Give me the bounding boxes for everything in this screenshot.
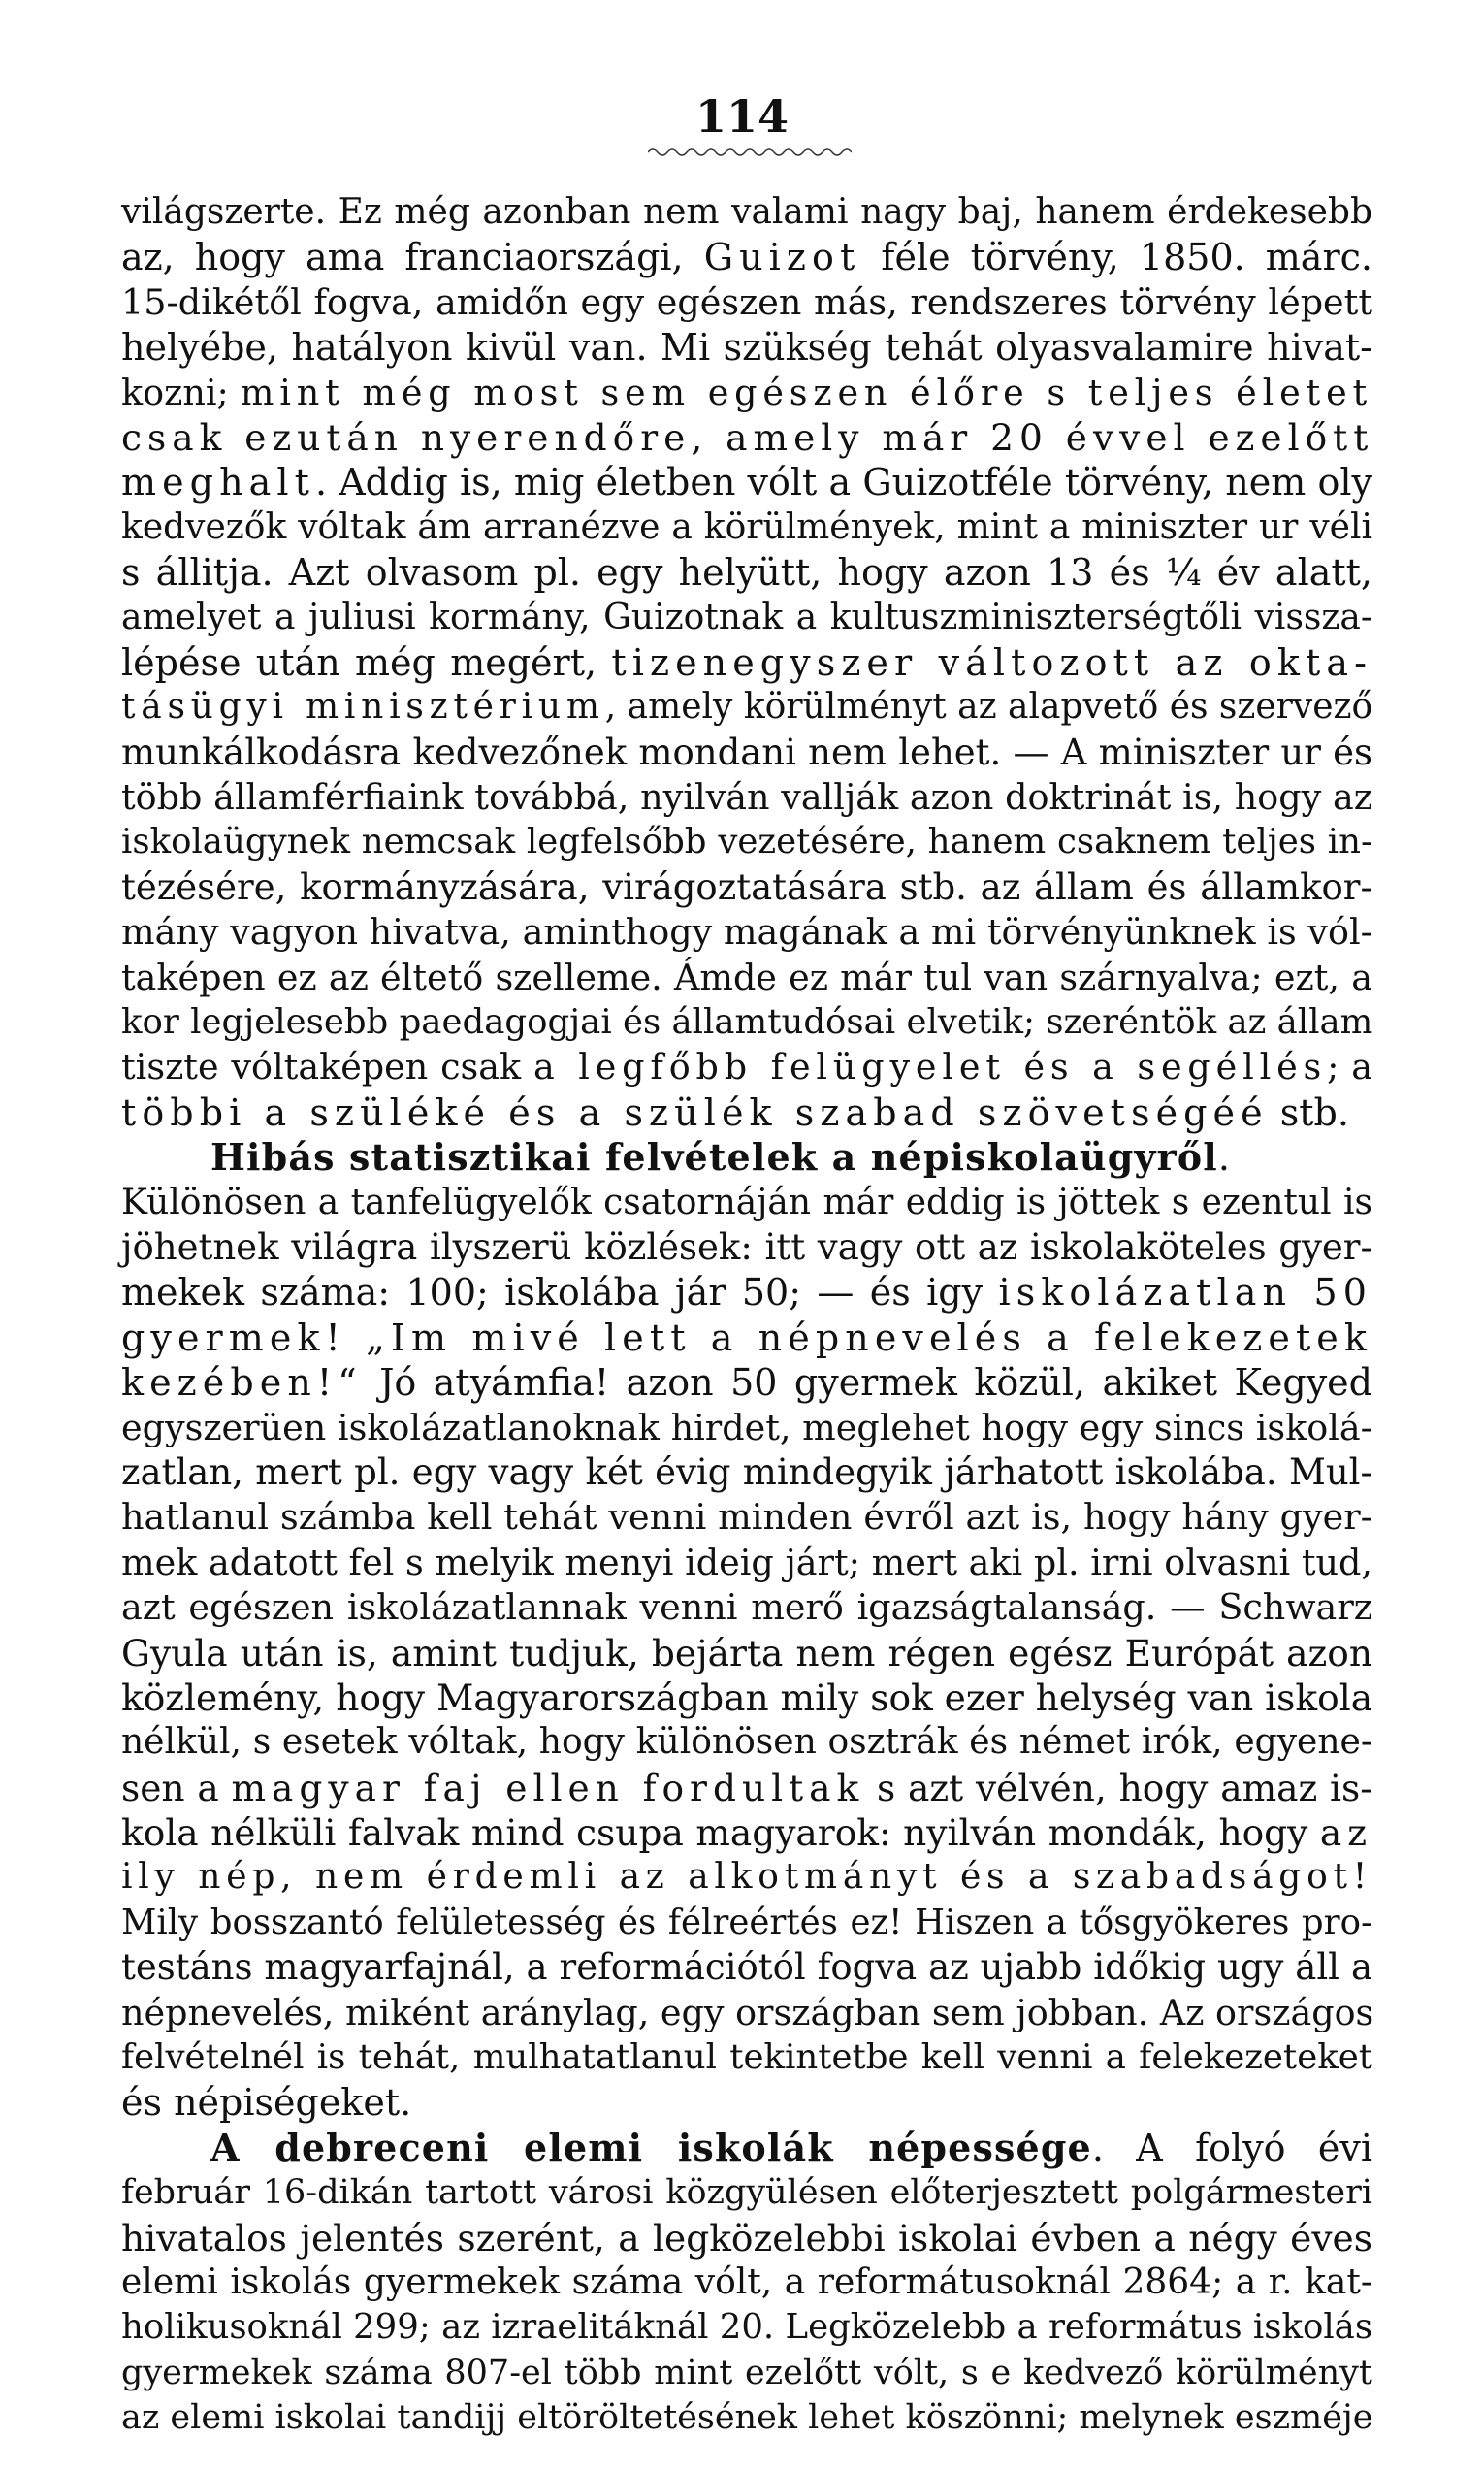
text-line: testáns magyarfajnál, a reformációtól fogva az ujabb időkig ugy áll a (121, 1946, 1372, 1989)
wavy-rule-ornament (648, 146, 852, 159)
emphasis: mint még most sem egészen élőre s teljes életet (240, 371, 1373, 413)
section-heading-text: Hibás statisztikai felvételek a népiskolaügyről (210, 1135, 1218, 1180)
text-line: hivatalos jelentés szerént, a legközelebbi iskolai évben a négy éves (121, 2216, 1372, 2260)
text-line: taképen ez az éltető szelleme. Ámde ez már tul van szárnyalva; ezt, a (121, 956, 1372, 998)
emphasis: a legfőbb felügyelet és a segéllés (532, 1046, 1328, 1089)
emphasis: ily nép, nem érdemli az alkotmányt és a szabadságot! (121, 1857, 1372, 1898)
text-line: tásügyi minisztérium, amely körülményt az alapvető és szervező (121, 687, 1373, 728)
text-line: amelyet a juliusi kormány, Guizotnak a kultuszminiszterségtőli vissza- (121, 597, 1372, 637)
text-line: gyermekek száma 807-el több mint ezelőtt vólt, s e kedvező körülményt (121, 2353, 1372, 2392)
text-line: azt egészen iskolázatlannak venni merő igazságtalanság. — Schwarz (121, 1586, 1372, 1629)
body-text (121, 190, 1372, 2441)
text-line: helyébe, hatályon kivül van. Mi szükség tehát olyasvalamire hivat- (121, 326, 1372, 370)
text-line (121, 415, 1372, 460)
text-line: mány vagyon hivatva, aminthogy magának a mi törvényünknek is vól- (121, 911, 1372, 954)
text-line: február 16-dikán tartott városi közgyülésen előterjesztett polgármesteri (121, 2173, 1372, 2213)
section-heading-text: A debreceni elemi iskolák népessége (210, 2125, 1092, 2169)
text-line: lépése után még megért, tizenegyszer változott az okta- (121, 640, 1372, 684)
emphasis: tizenegyszer változott az okta- (611, 640, 1372, 684)
emphasis: Guizot (703, 236, 861, 279)
text-line: az elemi iskolai tandijj eltöröltetésének lehet köszönni; melynek eszméje (121, 2398, 1373, 2438)
page-number: 114 (694, 90, 790, 143)
text-line: iskolaügynek nemcsak legfelsőbb vezetésére, hanem csaknem teljes in- (121, 822, 1372, 862)
emphasis: kezében!“ (121, 1361, 363, 1405)
text-line: Gyula után is, amint tudjuk, bejárta nem régen egész Európát azon (121, 1631, 1372, 1674)
emphasis: az (1319, 1811, 1372, 1855)
text-line: holikusoknál 299; az izraelitáknál 20. Legközelebb a református iskolás (121, 2307, 1373, 2348)
text-line: sen a magyar faj ellen fordultak s azt vélvén, hogy amaz is- (121, 1766, 1372, 1809)
text-line (121, 1316, 1372, 1360)
emphasis: meghalt (121, 461, 315, 504)
text-line: nélkül, s esetek vóltak, hogy különösen osztrák és német irók, egyene- (121, 1722, 1372, 1763)
text-line: kola nélküli falvak mind csupa magyarok: nyilván mondák, hogy az (121, 1811, 1372, 1855)
emphasis: csak ezután nyerendőre, amely már 20 évvel ezelőtt (121, 415, 1374, 459)
text-line: meghalt. Addig is, mig életben vólt a Guizotféle törvény, nem oly (121, 461, 1372, 504)
text-line: kor legjelesebb paedagogjai és államtudósai elvetik; szeréntök az állam (121, 1002, 1373, 1043)
text-line: több államférfiaink továbbá, nyilván vallják azon doktrinát is, hogy az (121, 776, 1372, 819)
text-line: az, hogy ama franciaországi, Guizot féle törvény, 1850. márc. (121, 236, 1372, 279)
emphasis: iskolázatlan 50 (998, 1271, 1372, 1315)
text-line: elemi iskolás gyermekek száma vólt, a reformátusoknál 2864; a r. kat- (121, 2261, 1372, 2302)
text-line: tézésére, kormányzására, virágoztatására stb. az állam és államkor- (121, 865, 1372, 908)
text-line: többi a szüléké és a szülék szabad szövetségéé stb. (121, 1090, 1349, 1134)
text-line: kedvezők vóltak ám arranézve a körülmények, mint a miniszter ur véli (121, 506, 1372, 547)
emphasis: tásügyi minisztérium (121, 687, 605, 728)
text-line: népnevelés, miként aránylag, egy országban sem jobban. Az országos (121, 1991, 1374, 2033)
text-line: kezében!“ Jó atyámfia! azon 50 gyermek közül, akiket Kegyed (121, 1361, 1372, 1405)
emphasis: gyermek! „Im mivé lett a népnevelés a felekezetek (121, 1316, 1372, 1359)
text-line: jöhetnek világra ilyszerü közlések: itt vagy ott az iskolaköteles gyer- (121, 1225, 1372, 1268)
text-line: s állitja. Azt olvasom pl. egy helyütt, hogy azon 13 és ¼ év alatt, (121, 551, 1372, 595)
text-line: mekek száma: 100; iskolába jár 50; — és igy iskolázatlan 50 (121, 1271, 1372, 1315)
text-line: közlemény, hogy Magyarországban mily sok ezer helység van iskola (121, 1675, 1373, 1719)
text-line: hatlanul számba kell tehát venni minden évről azt is, hogy hány gyer- (121, 1496, 1372, 1539)
emphasis: többi a szüléké és a szülék szabad szövetségéé (121, 1090, 1269, 1134)
text-line: Különösen a tanfelügyelők csatornáján már eddig is jöttek s ezentul is (121, 1182, 1372, 1222)
text-line (121, 1855, 1372, 1900)
section-heading: Hibás statisztikai felvételek a népiskolaügyről. (210, 1135, 1230, 1180)
text-line: munkálkodásra kedvezőnek mondani nem lehet. — A miniszter ur és (121, 731, 1372, 773)
text-line: kozni; mint még most sem egészen élőre s teljes életet (121, 371, 1373, 413)
text-line: zatlan, mert pl. egy vagy két évig mindegyik járhatott iskolába. Mul- (121, 1450, 1372, 1493)
text-line: 15-dikétől fogva, amidőn egy egészen más, rendszeres törvény lépett (121, 280, 1372, 323)
section-heading: A debreceni elemi iskolák népessége. A folyó évi (210, 2125, 1373, 2169)
text-line: felvételnél is tehát, mulhatatlanul tekintetbe kell venni a felekezeteket (121, 2037, 1372, 2078)
emphasis: magyar faj ellen fordultak (231, 1766, 865, 1809)
text-line: Mily bosszantó felületesség és félreértés ez! Hiszen a tősgyökeres pro- (121, 1902, 1372, 1942)
text-line: egyszerüen iskolázatlanoknak hirdet, meglehet hogy egy sincs iskolá- (121, 1406, 1372, 1448)
text-line: tiszte vóltaképen csak a legfőbb felügyelet és a segéllés; a (121, 1046, 1372, 1089)
text-line: és népiségeket. (121, 2081, 412, 2125)
text-line: mek adatott fel s melyik menyi ideig járt; mert aki pl. irni olvasni tud, (121, 1541, 1372, 1583)
text-line: világszerte. Ez még azonban nem valami nagy baj, hanem érdekesebb (121, 192, 1372, 232)
